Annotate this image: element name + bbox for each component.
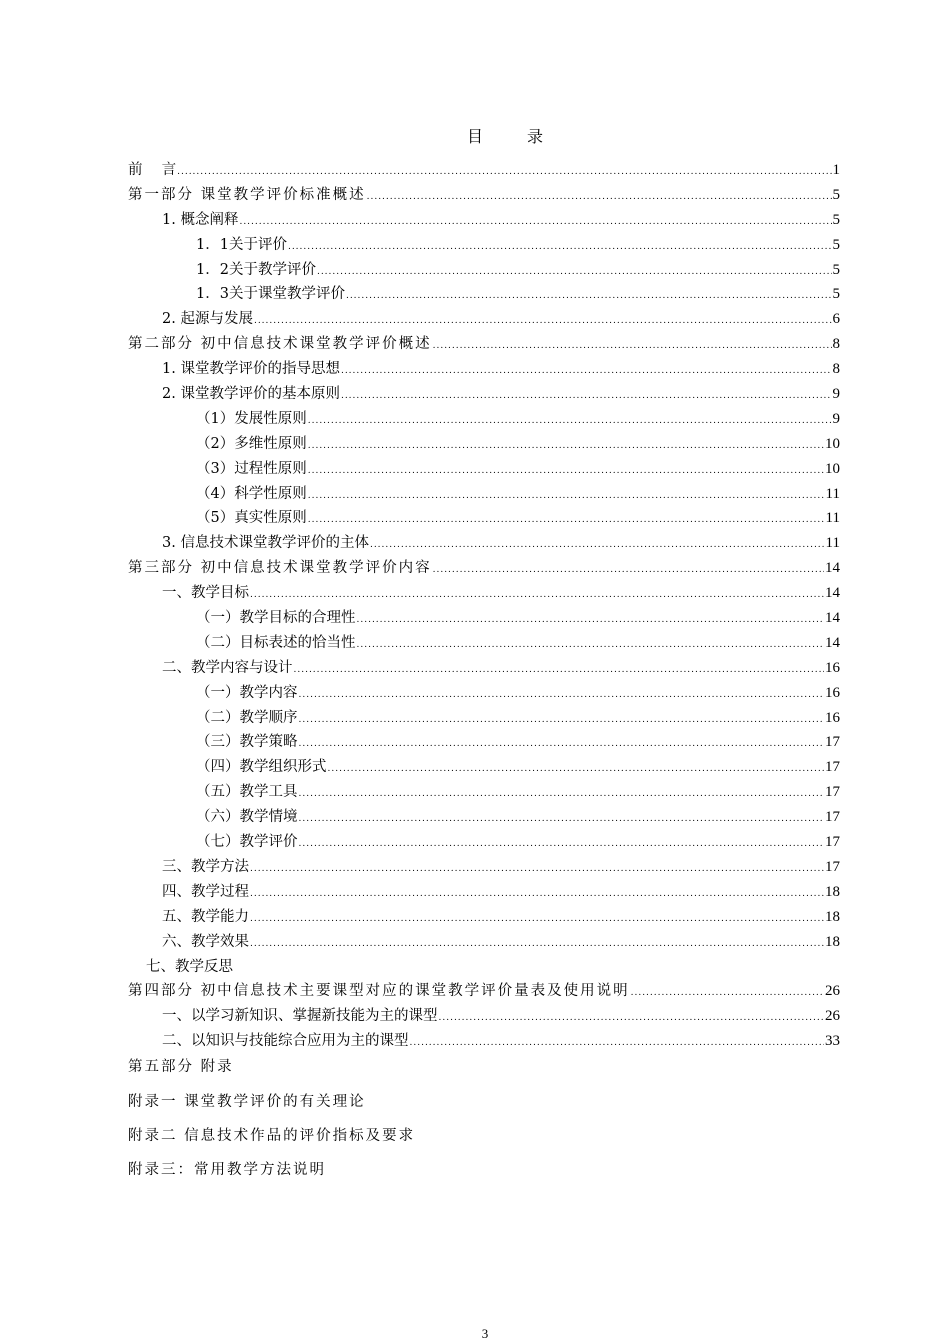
toc-entry-page: 17 [825,734,840,751]
toc-leader-dots [299,782,825,807]
toc-entry-page: 26 [825,983,840,1000]
toc-entry[interactable] [128,805,840,830]
toc-entry-page: 5 [832,236,840,253]
toc-leader-dots [254,309,832,334]
toc-leader-dots [294,658,825,683]
toc-entry-page: 17 [825,858,840,875]
toc-entry-page: 8 [832,336,840,353]
toc-leader-dots [346,284,832,309]
toc-leader-dots [341,384,832,409]
toc-leader-dots [250,583,824,608]
toc-entry[interactable] [128,432,840,457]
toc-entry-page: 5 [832,261,840,278]
toc-leader-dots [250,907,824,932]
toc-entry[interactable] [128,183,840,208]
toc-entry-page: 10 [825,435,840,452]
toc-entry-label: 第一部分 课堂教学评价标准概述 [128,186,366,203]
toc-entry-label: 六、教学效果 [162,933,249,950]
toc-entry-label: 1．1关于评价 [196,236,287,253]
toc-entry[interactable] [128,606,840,631]
toc-entry-label: 1. 概念阐释 [162,211,239,228]
toc-entry-page: 14 [825,560,840,577]
toc-entry[interactable] [128,407,840,432]
toc-leader-dots [439,1006,825,1031]
toc-entry-label: 一、教学目标 [162,585,249,602]
toc-entry-page: 17 [825,809,840,826]
toc-entry-label: 2. 起源与发展 [162,311,253,328]
toc-entry[interactable] [128,332,840,357]
toc-entry-page: 14 [825,610,840,627]
toc-entry[interactable] [128,656,840,681]
toc-leader-dots [177,160,831,185]
toc-entry-page: 5 [832,211,840,228]
toc-entry-label: （七）教学评价 [196,834,298,851]
toc-entry-label: 3. 信息技术课堂教学评价的主体 [162,535,369,552]
toc-entry[interactable] [128,482,840,507]
toc-entry-label: （4）科学性原则 [196,485,307,502]
toc-entry[interactable] [128,730,840,755]
toc-entry-page: 17 [825,834,840,851]
toc-entry-page: 1 [832,162,840,178]
toc-entry-label: 二、以知识与技能综合应用为主的课型 [162,1033,409,1050]
toc-entry-label: 五、教学能力 [162,908,249,925]
toc-entry-label: 1. 课堂教学评价的指导思想 [162,361,340,378]
toc-entry-page: 6 [832,311,840,328]
toc-entry-page: 8 [832,361,840,378]
toc-leader-dots [250,932,824,957]
toc-leader-dots [308,434,824,459]
toc-entry[interactable] [128,382,840,407]
toc-entry-label: 七、教学反思 [146,958,233,975]
toc-entry[interactable] [128,755,840,780]
toc-entry-label: （二）教学顺序 [196,709,298,726]
toc-leader-dots [410,1031,825,1056]
toc-entry-label: 1．2关于教学评价 [196,261,316,278]
toc-leader-dots [367,185,832,210]
toc-entry[interactable] [128,930,840,955]
toc-entry-page: 16 [825,659,840,676]
toc-leader-dots [288,235,832,260]
toc-entry[interactable] [128,307,840,332]
toc-entry[interactable] [128,282,840,307]
toc-entry[interactable] [128,706,840,731]
toc-leader-dots [357,608,825,633]
toc-appendix-2: 附录二 信息技术作品的评价指标及要求 [128,1128,416,1144]
toc-entry-label: （5）真实性原则 [196,510,307,527]
toc-leader-dots [433,558,824,583]
toc-entry-page: 5 [832,286,840,303]
toc-leader-dots [299,832,825,857]
toc-leader-dots [433,334,832,359]
toc-leader-dots [299,683,825,708]
toc-entry-label: （三）教学策略 [196,734,298,751]
toc-entry[interactable] [128,581,840,606]
toc-entry-label: 2. 课堂教学评价的基本原则 [162,386,340,403]
toc-entry-page: 17 [825,784,840,801]
toc-entry-page: 14 [825,634,840,651]
toc-entry-label: （五）教学工具 [196,784,298,801]
toc-leader-dots [631,981,824,1006]
toc-entry-label: （一）教学内容 [196,684,298,701]
toc-entry[interactable] [128,457,840,482]
toc-entry-label: （六）教学情境 [196,809,298,826]
toc-entry-label: 第四部分 初中信息技术主要课型对应的课堂教学评价量表及使用说明 [128,983,630,1000]
toc-entry-page: 9 [832,386,840,403]
toc-entry-page: 11 [825,510,840,527]
toc-entry[interactable] [128,531,840,556]
toc-leader-dots [299,732,825,757]
toc-leader-dots [250,857,824,882]
toc-entry-label: （一）教学目标的合理性 [196,610,356,627]
toc-entry[interactable] [128,681,840,706]
toc-entry-page: 11 [825,485,840,502]
toc-leader-dots [308,459,824,484]
toc-entry-label: （二）目标表述的恰当性 [196,634,356,651]
toc-leader-dots [370,533,825,558]
toc-title-left: 目 [466,127,483,146]
toc-entry-label: 前 言 [128,162,177,178]
toc-appendix-3: 附录三：常用教学方法说明 [128,1162,326,1178]
toc-leader-dots [308,508,825,533]
toc-title [0,124,950,147]
toc-entry[interactable] [128,506,840,531]
toc-entry-page: 16 [825,709,840,726]
toc-leader-dots [341,359,832,384]
toc-entry[interactable] [128,955,840,980]
toc-entry-label: 第二部分 初中信息技术课堂教学评价概述 [128,336,432,353]
toc-leader-dots [239,210,831,235]
toc-part5-heading: 第五部分 附录 [128,1059,234,1075]
toc-entry-page: 18 [825,908,840,925]
toc-leader-dots [299,807,825,832]
toc-entry-label: 三、教学方法 [162,858,249,875]
toc-entry[interactable] [128,631,840,656]
toc-entry[interactable] [128,855,840,880]
toc-entry-page: 33 [825,1033,840,1050]
toc-entry[interactable] [128,880,840,905]
toc-entry-page: 11 [825,535,840,552]
toc-entry[interactable] [128,1004,840,1029]
toc-entry[interactable] [128,233,840,258]
toc-entry-page: 5 [832,186,840,203]
toc-entry[interactable] [128,158,840,183]
toc-entry-label: 一、以学习新知识、掌握新技能为主的课型 [162,1008,438,1025]
toc-entry-label: （1）发展性原则 [196,410,307,427]
toc-entry[interactable] [128,258,840,283]
toc-entry-page: 18 [825,933,840,950]
toc-entry[interactable] [128,357,840,382]
toc-entry[interactable] [128,780,840,805]
toc-entry[interactable] [128,830,840,855]
toc-entry-page: 14 [825,585,840,602]
toc-leader-dots [317,260,832,285]
toc-entry-page: 26 [825,1008,840,1025]
toc-entry-page: 18 [825,883,840,900]
toc-entry-label: 第三部分 初中信息技术课堂教学评价内容 [128,560,432,577]
toc-leader-dots [308,484,825,509]
toc-appendix-1: 附录一 课堂教学评价的有关理论 [128,1094,366,1110]
toc-entry[interactable] [128,1029,840,1054]
toc-title-right: 录 [527,127,544,146]
toc-leader-dots [250,882,824,907]
toc-entry[interactable] [128,979,840,1004]
table-of-contents [128,158,840,1054]
toc-entry-label: 1．3关于课堂教学评价 [196,286,345,303]
toc-entry-page: 16 [825,684,840,701]
toc-leader-dots [308,409,832,434]
toc-entry-page: 10 [825,460,840,477]
toc-entry-label: （2）多维性原则 [196,435,307,452]
toc-entry[interactable] [128,556,840,581]
toc-entry-label: 二、教学内容与设计 [162,659,293,676]
toc-leader-dots [357,633,825,658]
toc-leader-dots [328,757,825,782]
toc-entry[interactable] [128,208,840,233]
toc-entry-label: （四）教学组织形式 [196,759,327,776]
toc-entry-page: 9 [832,410,840,427]
toc-entry-label: 四、教学过程 [162,883,249,900]
toc-entry[interactable] [128,905,840,930]
toc-entry-label: （3）过程性原则 [196,460,307,477]
toc-entry-page: 17 [825,759,840,776]
toc-leader-dots [299,708,825,733]
page-number: 3 [481,1326,489,1341]
